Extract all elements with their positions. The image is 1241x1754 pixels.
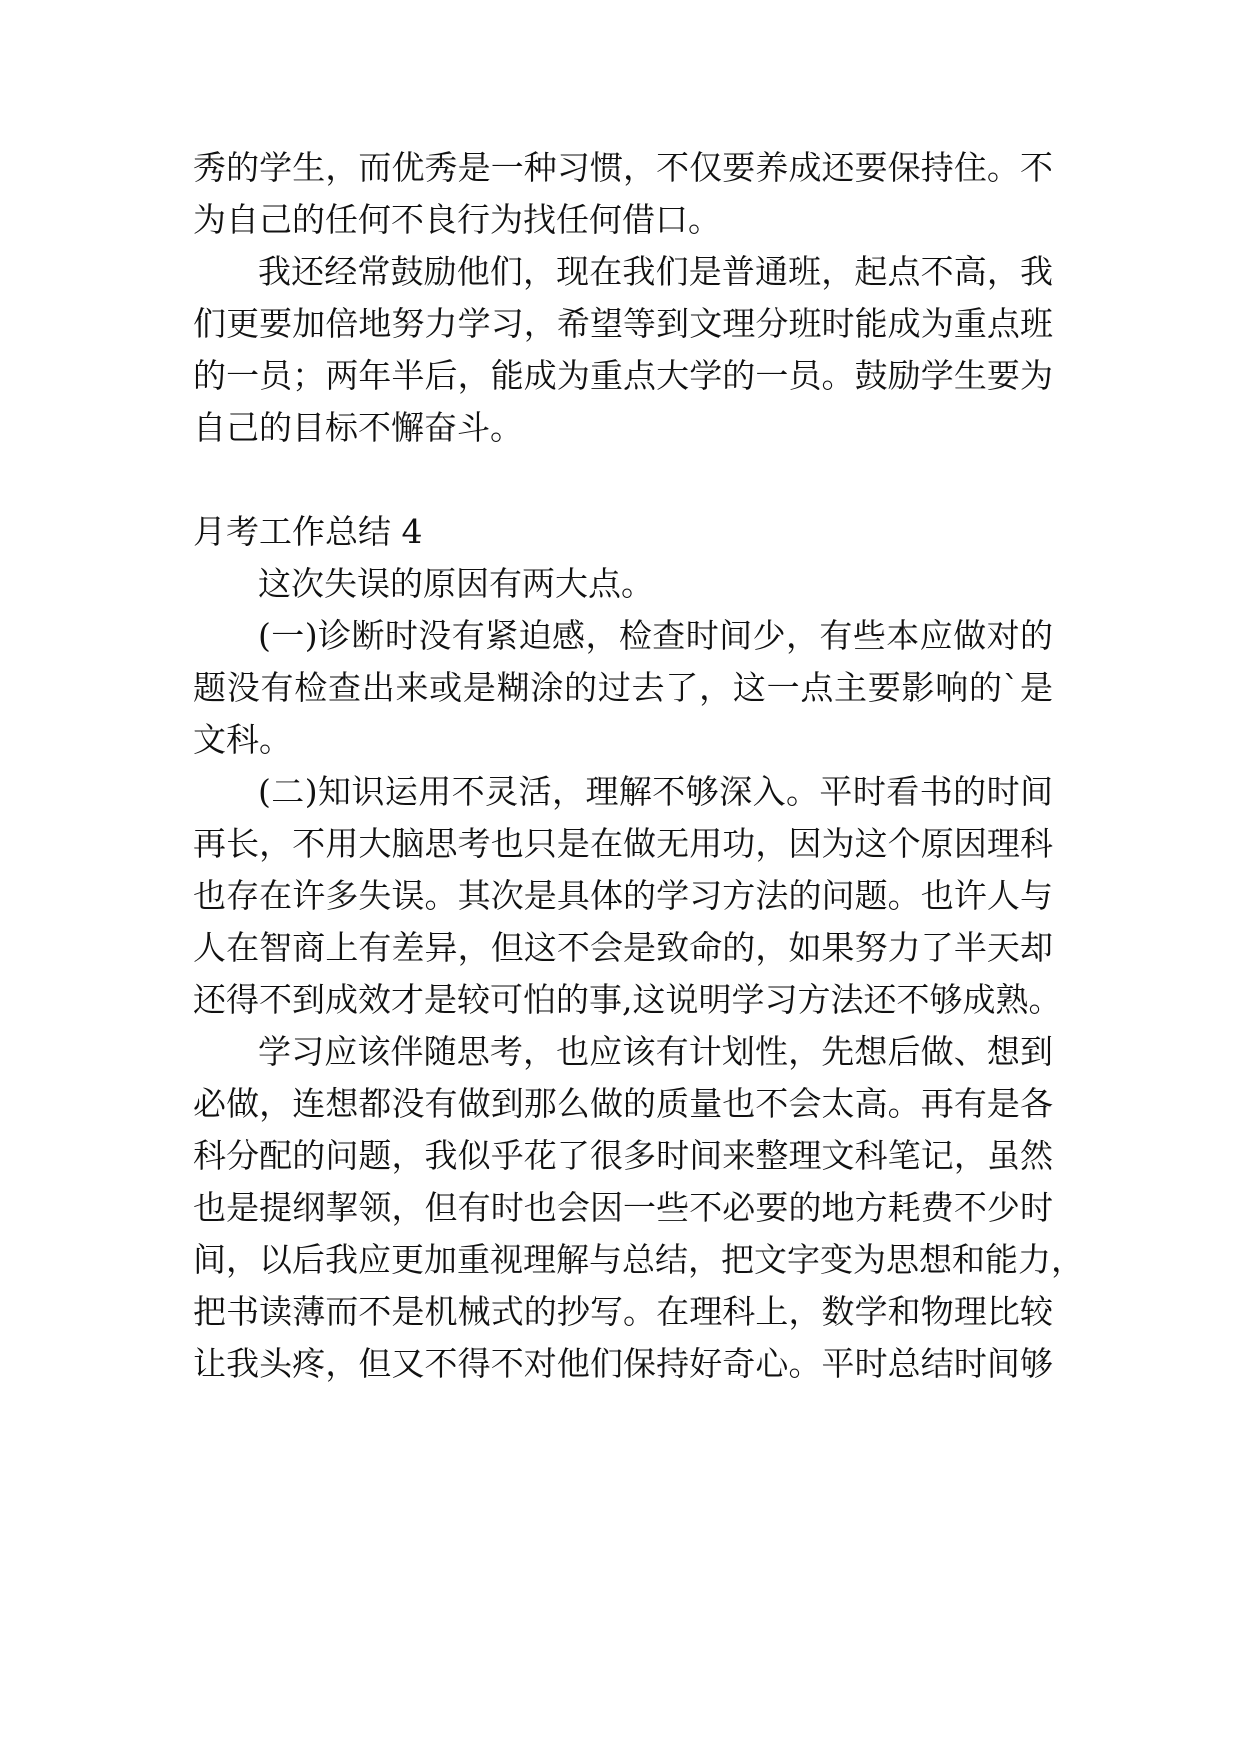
paragraph-line: 还得不到成效才是较可怕的事,这说明学习方法还不够成熟。	[193, 980, 1062, 1019]
paragraph-line: 间，以后我应更加重视理解与总结，把文字变为思想和能力，	[193, 1240, 1084, 1279]
paragraph-line: 学习应该伴随思考，也应该有计划性，先想后做、想到	[258, 1032, 1053, 1071]
paragraph-line: 这次失误的原因有两大点。	[258, 564, 654, 603]
paragraph-line: 也存在许多失误。其次是具体的学习方法的问题。也许人与	[193, 876, 1053, 915]
paragraph-line: 们更要加倍地努力学习，希望等到文理分班时能成为重点班	[193, 304, 1053, 343]
paragraph-line: (一)诊断时没有紧迫感，检查时间少，有些本应做对的	[258, 616, 1053, 655]
paragraph-line: 为自己的任何不良行为找任何借口。	[193, 200, 721, 239]
paragraph-line: 也是提纲挈领，但有时也会因一些不必要的地方耗费不少时	[193, 1188, 1053, 1227]
paragraph-line: 把书读薄而不是机械式的抄写。在理科上，数学和物理比较	[193, 1292, 1053, 1331]
paragraph-line: 必做，连想都没有做到那么做的质量也不会太高。再有是各	[193, 1084, 1053, 1123]
paragraph-line: (二)知识运用不灵活，理解不够深入。平时看书的时间	[258, 772, 1053, 811]
paragraph-line: 自己的目标不懈奋斗。	[193, 408, 523, 447]
paragraph-line: 文科。	[193, 720, 292, 759]
paragraph-line: 的一员；两年半后，能成为重点大学的一员。鼓励学生要为	[193, 356, 1053, 395]
paragraph-line: 再长，不用大脑思考也只是在做无用功，因为这个原因理科	[193, 824, 1053, 863]
paragraph-line: 让我头疼，但又不得不对他们保持好奇心。平时总结时间够	[193, 1344, 1053, 1383]
paragraph-line: 人在智商上有差异，但这不会是致命的，如果努力了半天却	[193, 928, 1053, 967]
paragraph-line: 题没有检查出来或是糊涂的过去了，这一点主要影响的`是	[193, 668, 1053, 707]
paragraph-line: 秀的学生，而优秀是一种习惯，不仅要养成还要保持住。不	[193, 148, 1053, 187]
section-title: 月考工作总结 4	[193, 512, 423, 551]
paragraph-line: 科分配的问题，我似乎花了很多时间来整理文科笔记，虽然	[193, 1136, 1053, 1175]
paragraph-line: 我还经常鼓励他们，现在我们是普通班，起点不高，我	[258, 252, 1053, 291]
